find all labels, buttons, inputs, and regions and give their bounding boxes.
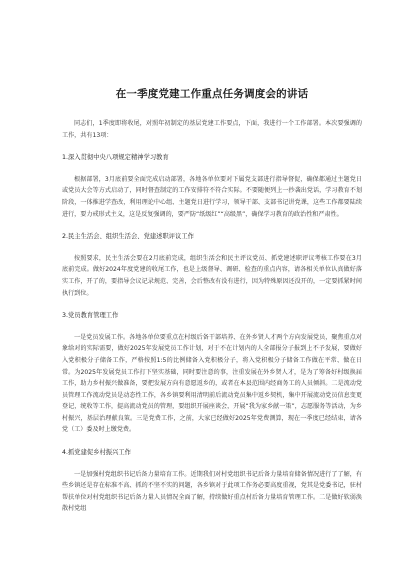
section-body-3: 一是党员发展工作。各地各单位要重点在村级后备干部培养、在外乡贤人才两个方向发展党员，聚焦重点对象给对的实际需要，做好2025年发展党员工作计划，对于不在计划内的人全部报分子报到上不予发展，要做好入党积极分子储备工作，严格按照1:5的比例储备入党积极分子，将入党积极分子储备工作做在平常、做在日常。为2025年发展党员工作打下坚实基础，同时要注意的事，注重发展在外乡贤人才，是为了筹备好村级换届工作，助力乡村振兴做准备，要把发展方向有意愿返乡的，或者在本县范围内经商务工的人员倾斜。二是流动党员管理工作流动党员是动态性工作，各乡镇要利用清明前后流动党员集中返乡契机，集中开展流动党员信息变更登记，统收等工作，提高流动党员的管理，要组织开展座谈会，开展“我为家乡献一策”，志愿服务等活动，为乡村振兴，基层治理献良策。三是党费工作，之前，大家已经做好2025年党费测算，现在一季度已经结束，请各党（工）委及时上缴党费。 [62,333,362,434]
section-body-4: 一是加强村党组织书记后备力量培育工作。近期我们对村党组织书记后备力量培育储备情况进行了了解，有些乡镇还是存在标准不高、抓的不坚不实的问题，各乡镇对于此项工作务必要高度重视，党其是党委书记，驻村帮扶单位对村党组织书记后备力量人员情况全面了解，持续做好重点村后备力量培育管理工作。二是做好软弱涣散村党组 [62,470,362,513]
section-body-1: 根据部署，3月底前要全面完成启动部署，各地各单位要对下属党支部进行指导督促，确保都通过主题党日或党员大会等方式启动了，同时督查制定的工作安排符不符合实际。不要随便列上一抄袭出党话，学习教育不划阶段，一体推进学查改，利用理论中心组、主题党日进行学习，领导干部、支部书记讲党课，这些工作都要陆续进行，要力戒形式主义，这是反复强调的，要严防“纸级红”“高级黑”，确保学习教育的政治性和严肃性。 [62,175,362,218]
document-title: 在一季度党建工作重点任务调度会的讲话 [115,88,309,100]
section-heading-4: 4.抓党建促乡村振兴工作 [62,449,131,457]
section-body-2: 按照要求，民主生活会要在2月底前完成，组织生活会和民主评议党员、抓党建述职评议考核工作要在3月底前完成。做好2024年度党建的收尾工作，也是上级督导、调研、检查的重点内容，请各相关单位认真做好落实工作，开了的，要指导会议记录规范、完善，会后整改有没有进行，因为特殊原因还没开的，一定要抓紧时间执行到位。 [62,254,362,297]
intro-paragraph: 同志们，1季度即将收尾，对照年初制定的基层党建工作要点，下面，我进行一个工作部署。本次要强调的工作，共有13项： [62,120,362,139]
section-heading-2: 2.民主生活会、组织生活会、党建述职评议工作 [62,233,194,241]
section-heading-3: 3.党员教育管理工作 [62,312,119,320]
section-heading-1: 1.深入贯彻中央八项规定精神学习教育 [62,154,169,162]
